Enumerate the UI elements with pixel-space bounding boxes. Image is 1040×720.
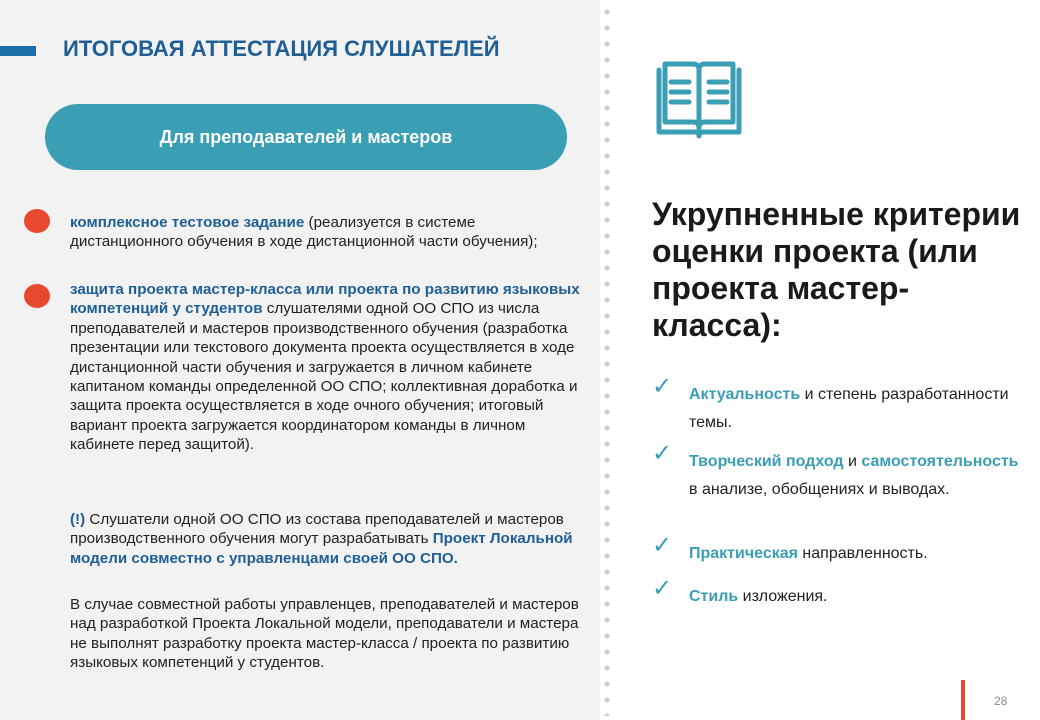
page-accent-bar (961, 680, 965, 720)
criterion-text (689, 448, 1019, 504)
dotted-divider (604, 4, 610, 716)
criterion-highlight: Творческий подход (689, 453, 844, 470)
criteria-heading: Укрупненные критерии оценки проекта (или проекта мастер-класса): (652, 196, 1021, 343)
item-text: (реализуется в системе дистанционного обучения в ходе дистанционной части обучения); (70, 214, 538, 251)
list-item (70, 213, 590, 252)
criterion-text (689, 583, 1019, 611)
audience-pill (45, 104, 567, 170)
audience-pill-label: Для преподавателей и мастеров (159, 126, 453, 147)
book-icon (655, 60, 743, 142)
closing-paragraph: В случае совместной работы управленцев, преподавателей и мастеров над разработкой Проекта Локальной модели, преподаватели и мастера не выполнят разработку проекта мастер-класса / проекта по развитию языковых компетенций у студентов. (70, 596, 579, 672)
criterion-highlight: Практическая (689, 545, 798, 562)
criterion-highlight: Актуальность (689, 386, 801, 403)
slide-title: ИТОГОВАЯ АТТЕСТАЦИЯ СЛУШАТЕЛЕЙ (63, 36, 500, 61)
note-highlight: Проект Локальной модели совместно с управленцами своей ОО СПО. (70, 530, 573, 567)
criterion-text (689, 540, 1019, 568)
criterion-body: в анализе, обобщениях и выводах. (689, 481, 950, 498)
criterion-highlight: Стиль (689, 588, 739, 605)
title-accent-bar (0, 46, 36, 56)
note-block (70, 510, 590, 568)
check-icon: ✓ (652, 440, 673, 467)
criterion-body: изложения. (738, 588, 828, 605)
check-icon: ✓ (652, 532, 673, 559)
check-icon: ✓ (652, 575, 673, 602)
bullet-dot (24, 284, 50, 308)
note-marker: (!) (70, 511, 86, 528)
item-highlight: защита проекта мастер-класса или проекта по развитию языковых компетенций у студентов (70, 281, 580, 318)
page-number: 28 (994, 694, 1008, 708)
criterion-text (689, 381, 1019, 437)
item-text: слушателями одной ОО СПО из числа преподавателей и мастеров производственного обучения (разработка презентации или текстового документа проекта осуществляется в ходе дистанционной части обучения и загружается в личном кабинете капитаном команды определенной ОО СПО; коллективная доработка и защита проекта осуществляется в ходе очного обучения; итоговый вариант проекта загружается координатором команды в личном кабинете перед защитой). (70, 300, 578, 454)
item-highlight: комплексное тестовое задание (70, 214, 305, 231)
criterion-body: и степень разработанности темы. (689, 386, 1009, 431)
check-icon: ✓ (652, 373, 673, 400)
criterion-highlight: самостоятельность (861, 453, 1019, 470)
bullet-dot (24, 209, 50, 233)
criterion-body: направленность. (797, 545, 928, 562)
note-text: Слушатели одной ОО СПО из состава преподавателей и мастеров производственного обучения могут разрабатывать (70, 511, 564, 548)
criterion-body: и (843, 453, 862, 470)
list-item (70, 280, 590, 455)
